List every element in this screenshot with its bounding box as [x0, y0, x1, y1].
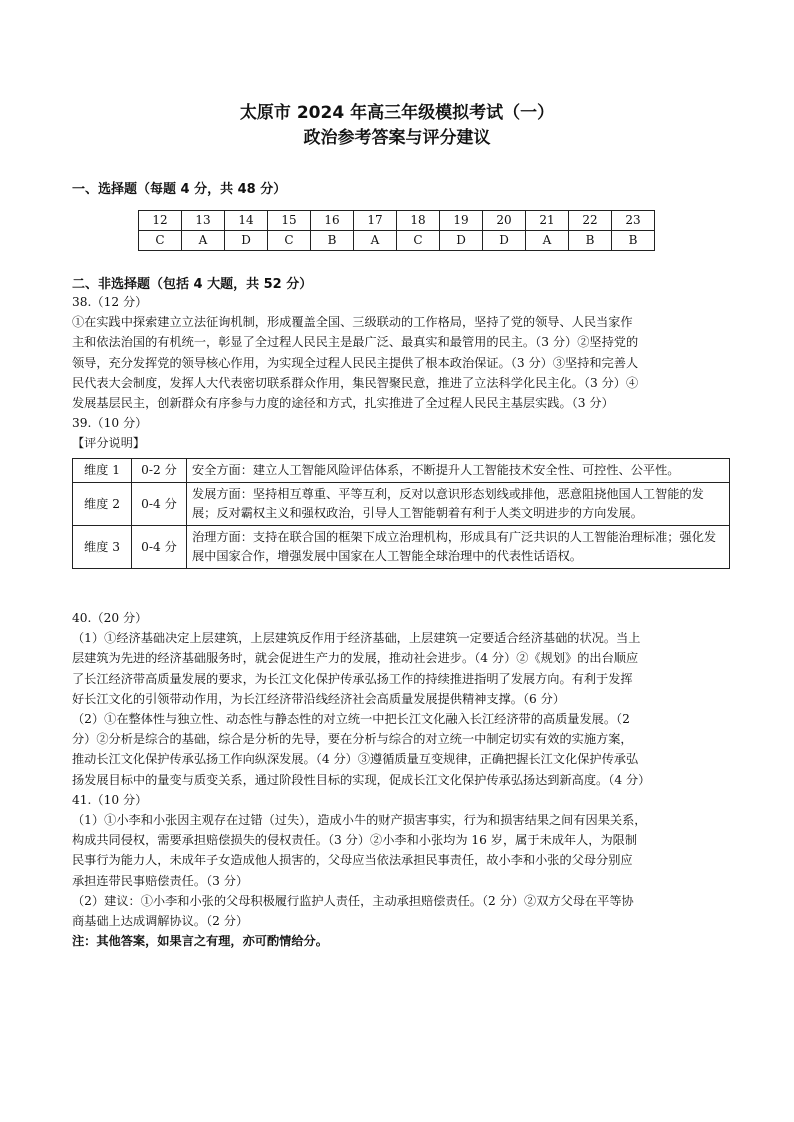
q39-label: 39.（10 分）	[72, 416, 148, 431]
q40-line: 层建筑为先进的经济基础服务时，就会促进生产力的发展，推动社会进步。（4 分）②《规划》的出台顺应	[72, 651, 639, 666]
question-number: 16	[311, 211, 354, 231]
question-number: 15	[268, 211, 311, 231]
q41-line: 构成共同侵权，需要承担赔偿损失的侵权责任。（3 分）②小李和小张均为 16 岁，属于未成年人，为限制	[72, 833, 638, 848]
q38-line: 民代表大会制度，发挥人大代表密切联系群众作用，集民智聚民意，推进了立法科学化民主化。（3 分）④	[72, 375, 639, 390]
answer-cell: A	[526, 231, 569, 251]
answer-row	[139, 231, 655, 251]
question-number: 21	[526, 211, 569, 231]
q41-line: 商基础上达成调解协议。（2 分）	[72, 914, 249, 929]
q40-label: 40.（20 分）	[72, 611, 148, 625]
question-number: 22	[569, 211, 612, 231]
page-title: 太原市 2024 年高三年级模拟考试（一）	[239, 103, 555, 123]
eval-row	[73, 459, 730, 483]
answer-cell: C	[397, 231, 440, 251]
answer-cell: D	[225, 231, 268, 251]
question-number: 19	[440, 211, 483, 231]
eval-text: 发展方面：坚持相互尊重、平等互利，反对以意识形态划线或排他，恶意阻挠他国人工智能的发展；反对霸权主义和强权政治，引导人工智能朝着有利于人类文明进步的方向发展。	[187, 483, 730, 526]
scoring-note: 注：其他答案，如果言之有理，亦可酌情给分。	[72, 934, 328, 949]
q38-line: 发展基层民主，创新群众有序参与力度的途径和方式，扎实推进了全过程人民民主基层实践。（3 分）	[72, 396, 614, 411]
eval-score: 0-4 分	[132, 526, 187, 569]
eval-text: 治理方面：支持在联合国的框架下成立治理机构，形成具有广泛共识的人工智能治理标准；强化发展中国家合作，增强发展中国家在人工智能全球治理中的代表性话语权。	[187, 526, 730, 569]
eval-title: 【评分说明】	[72, 436, 146, 451]
eval-dimension: 维度 2	[73, 483, 132, 526]
eval-score: 0-4 分	[132, 483, 187, 526]
question-number: 17	[354, 211, 397, 231]
eval-dimension: 维度 1	[73, 459, 132, 483]
q41-line: （1）①小李和小张因主观存在过错（过失），造成小牛的财产损害事实，行为和损害结果之间有因果关系，	[72, 813, 647, 828]
section1-heading: 一、选择题（每题 4 分，共 48 分）	[72, 182, 287, 197]
eval-row	[73, 483, 730, 526]
answer-cell: C	[139, 231, 182, 251]
question-number: 12	[139, 211, 182, 231]
eval-text: 安全方面：建立人工智能风险评估体系，不断提升人工智能技术安全性、可控性、公平性。	[187, 459, 730, 483]
eval-score: 0-2 分	[132, 459, 187, 483]
question-number-row	[139, 211, 655, 231]
q41-line: 民事行为能力人，未成年子女造成他人损害的，父母应当依法承担民事责任，故小李和小张的父母分别应	[72, 853, 633, 868]
question-number: 23	[612, 211, 655, 231]
q40-line: 扬发展目标中的量变与质变关系，通过阶段性目标的实现，促成长江文化保护传承弘扬达到新高度。（4 分）	[72, 772, 651, 787]
answer-cell: D	[440, 231, 483, 251]
q40-line: 推动长江文化保护传承弘扬工作向纵深发展。（4 分）③遵循质量互变规律，正确把握长江文化保护传承弘	[72, 752, 639, 767]
q40-line: 分）②分析是综合的基础，综合是分析的先导，要在分析与综合的对立统一中制定切实有效的实施方案，	[72, 732, 633, 747]
answer-cell: D	[483, 231, 526, 251]
answer-cell: B	[569, 231, 612, 251]
q40-line: （1）①经济基础决定上层建筑，上层建筑反作用于经济基础，上层建筑一定要适合经济基础的状况。当上	[72, 631, 641, 646]
page-subtitle: 政治参考答案与评分建议	[303, 128, 491, 148]
q38-line: 领导，充分发挥党的领导核心作用，为实现全过程人民民主提供了根本政治保证。（3 分）③坚持和完善人	[72, 355, 639, 370]
q38-label: 38.（12 分）	[72, 295, 148, 309]
q40-line: 了长江经济带高质量发展的要求，为长江文化保护传承弘扬工作的持续推进指明了发展方向。有利于发挥	[72, 671, 633, 686]
q41-line: （2）建议：①小李和小张的父母积极履行监护人责任，主动承担赔偿责任。（2 分）②双方父母在平等协	[72, 893, 634, 908]
section2-heading: 二、非选择题（包括 4 大题，共 52 分）	[72, 277, 313, 292]
q38-line: ①在实践中探索建立立法征询机制，形成覆盖全国、三级联动的工作格局，坚持了党的领导、人民当家作	[72, 315, 633, 330]
eval-row	[73, 526, 730, 569]
q38-line: 主和依法治国的有机统一，彰显了全过程人民民主是最广泛、最真实和最管用的民主。（3 分）②坚持党的	[72, 335, 639, 350]
q41-label: 41.（10 分）	[72, 792, 148, 807]
eval-dimension: 维度 3	[73, 526, 132, 569]
q38-block	[72, 292, 732, 454]
answer-cell: C	[268, 231, 311, 251]
q41-line: 承担连带民事赔偿责任。（3 分）	[72, 873, 249, 888]
question-number: 13	[182, 211, 225, 231]
q40-line: 好长江文化的引领带动作用，为长江经济带沿线经济社会高质量发展提供精神支撑。（6 分）	[72, 691, 566, 706]
q40-line: （2）①在整体性与独立性、动态性与静态性的对立统一中把长江文化融入长江经济带的高质量发展。（2	[72, 712, 630, 727]
q39-eval-table	[72, 458, 730, 569]
answer-cell: B	[311, 231, 354, 251]
answer-cell: A	[182, 231, 225, 251]
mc-answer-table	[138, 210, 655, 251]
question-number: 20	[483, 211, 526, 231]
question-number: 18	[397, 211, 440, 231]
answer-cell: B	[612, 231, 655, 251]
answer-cell: A	[354, 231, 397, 251]
question-number: 14	[225, 211, 268, 231]
q40-block	[72, 608, 732, 951]
